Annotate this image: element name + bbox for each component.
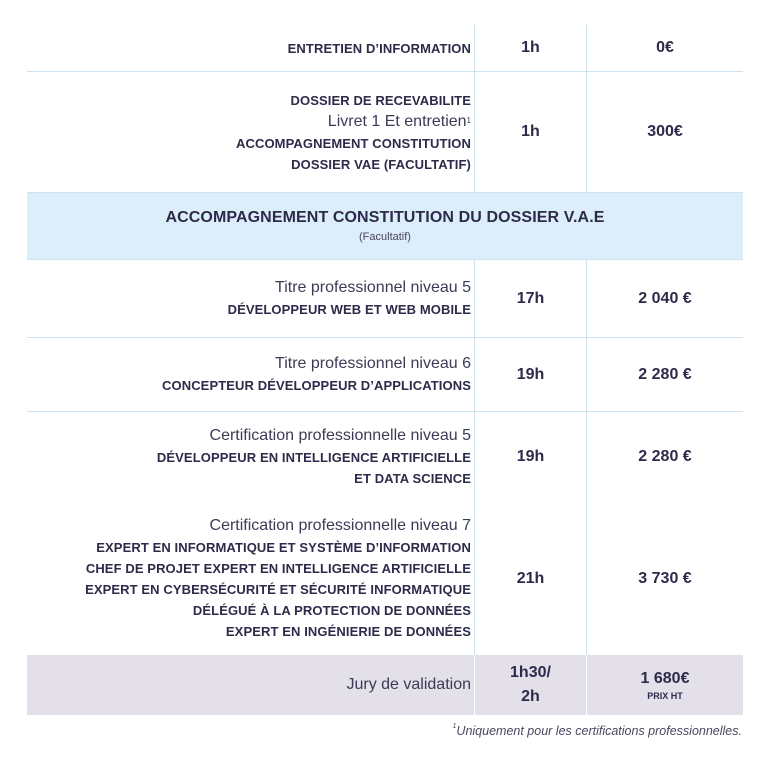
row-label-text: Livret 1 Et entretien (327, 112, 467, 130)
row-label-cell (27, 338, 475, 411)
jury-duration (475, 655, 587, 715)
row-label-cell (27, 72, 475, 192)
row-price (587, 502, 743, 655)
row-label-cell (27, 502, 475, 655)
jury-price-value: 1 680€ (640, 669, 690, 687)
row-duration: 17h (475, 260, 587, 337)
row-label-line: ET DATA SCIENCE (354, 471, 471, 486)
footnote-text: Uniquement pour les certifications professionnelles. (456, 724, 742, 738)
section-title: ACCOMPAGNEMENT CONSTITUTION DU DOSSIER V.A.E (165, 209, 605, 226)
jury-label: Jury de validation (346, 676, 471, 693)
row-label-line: DÉVELOPPEUR EN INTELLIGENCE ARTIFICIELLE (156, 450, 471, 465)
row-label-line: DÉLÉGUÉ À LA PROTECTION DE DONNÉES (192, 603, 471, 618)
row-label-line: DÉVELOPPEUR WEB ET WEB MOBILE (227, 302, 471, 317)
row-label-line: Titre professionnel niveau 6 (275, 355, 471, 372)
footnote-marker: 1 (466, 115, 471, 125)
section-subtitle: (Facultatif) (359, 231, 411, 243)
row-label-cell (27, 412, 475, 502)
row-label-line: CHEF DE PROJET EXPERT EN INTELLIGENCE ARTIFICIELLE (85, 561, 471, 576)
jury-price (587, 655, 743, 715)
row-price (587, 25, 743, 71)
table-row (27, 502, 743, 655)
row-duration: 1h (475, 25, 587, 71)
table-row (27, 25, 743, 72)
footnote-marker: 1 (452, 723, 457, 730)
row-label-line (27, 111, 471, 133)
row-price-value: 300€ (647, 123, 683, 140)
row-price-value: 2 280 € (638, 448, 692, 465)
row-label-cell (27, 25, 475, 71)
row-price (587, 260, 743, 337)
row-duration: 19h (475, 412, 587, 502)
row-label-line: EXPERT EN CYBERSÉCURITÉ ET SÉCURITÉ INFORMATIQUE (85, 582, 471, 597)
table-row (27, 260, 743, 338)
row-label-line: Certification professionnelle niveau 5 (209, 427, 471, 444)
row-label-line: ENTRETIEN D’INFORMATION (287, 40, 471, 56)
row-price (587, 412, 743, 502)
row-duration: 1h (475, 72, 587, 192)
row-price-value: 2 280 € (638, 365, 692, 383)
pricing-table (27, 25, 743, 715)
table-row (27, 412, 743, 502)
row-duration: 19h (475, 338, 587, 411)
row-label-line: EXPERT EN INFORMATIQUE ET SYSTÈME D’INFORMATION (96, 540, 471, 555)
row-price-value: 2 040 € (638, 289, 692, 307)
row-price-value: 0€ (656, 39, 674, 56)
section-band (27, 193, 743, 260)
row-label-line: DOSSIER VAE (FACULTATIF) (291, 156, 471, 172)
table-row (27, 72, 743, 193)
jury-label-cell (27, 655, 475, 715)
footnote (453, 724, 742, 738)
row-label-line: Titre professionnel niveau 5 (275, 279, 471, 296)
jury-duration-line: 1h30/ (510, 664, 551, 681)
row-label-line: EXPERT EN INGÉNIERIE DE DONNÉES (225, 624, 471, 639)
row-label-line: DOSSIER DE RECEVABILITE (290, 92, 471, 108)
jury-duration-line: 2h (521, 688, 540, 705)
jury-price-note: PRIX HT (647, 690, 683, 701)
row-label-line: Certification professionnelle niveau 7 (209, 517, 471, 534)
jury-row (27, 655, 743, 715)
row-price (587, 72, 743, 192)
table-row (27, 338, 743, 412)
row-label-line: CONCEPTEUR DÉVELOPPEUR D’APPLICATIONS (162, 378, 471, 393)
row-duration: 21h (475, 502, 587, 655)
row-price (587, 338, 743, 411)
row-price-value: 3 730 € (638, 569, 692, 587)
row-label-cell (27, 260, 475, 337)
row-label-line: ACCOMPAGNEMENT CONSTITUTION (235, 135, 471, 151)
